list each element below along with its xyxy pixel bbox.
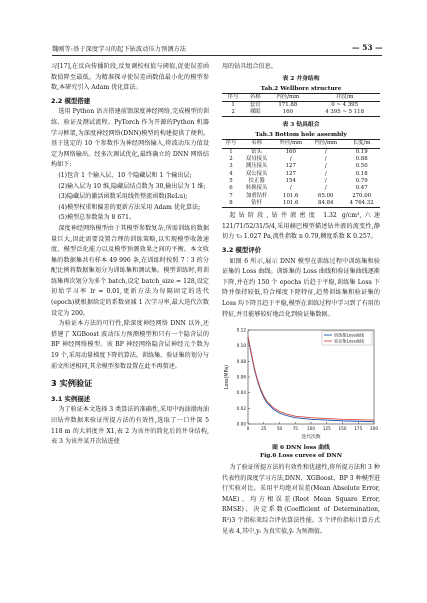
legend-label: 训练集Loss曲线 xyxy=(334,332,365,338)
table3-cell: 1 xyxy=(229,148,233,155)
y-axis-label: Loss(MPa) xyxy=(225,365,230,390)
table2-row xyxy=(222,101,380,109)
section-heading-3-1: 3.1 实例描述 xyxy=(51,394,91,403)
y-tick-label: 0.04 xyxy=(236,390,246,396)
table3-header-cell: 序号 xyxy=(222,140,240,148)
table3-cell: 65.00 xyxy=(318,192,334,199)
x-tick-label: 200 xyxy=(370,426,378,432)
table3-cell: 0.50 xyxy=(355,163,368,170)
table3-cell: 127 xyxy=(285,163,296,170)
table2-cell: 2 xyxy=(222,109,244,117)
table3-cell: 160 xyxy=(285,148,296,155)
section-heading-3: 3 实例验证 xyxy=(51,378,93,389)
table-wellbore-structure xyxy=(222,93,380,118)
table3-cell: / xyxy=(324,163,327,170)
list-item-2: (2)输入层为 10 维,隐藏层结点数为 30,输出层为 1 维; xyxy=(58,182,206,190)
table3-cell: 8 xyxy=(222,200,240,208)
table3-header-cell: 长度/m xyxy=(343,140,380,148)
table3-cell: 101.6 xyxy=(273,200,308,208)
table2-cell: 160 xyxy=(266,109,309,117)
table2-caption-en: Tab.2 Wellbore structure xyxy=(260,85,342,92)
loss-chart xyxy=(222,324,380,444)
table3-cell: 0.88 xyxy=(355,156,368,163)
table2-cell: 裸眼 xyxy=(244,109,266,117)
y-tick-label: 0.06 xyxy=(236,374,246,380)
table2-cell: 171.88 xyxy=(278,101,298,108)
table3-row xyxy=(222,148,380,156)
table2-cell: 1 xyxy=(231,101,235,108)
table3-row xyxy=(222,200,380,208)
page-header xyxy=(0,0,427,60)
right-column xyxy=(222,62,380,537)
y-tick-label: 0.08 xyxy=(236,358,246,364)
table3-cell: 2 xyxy=(229,156,233,163)
table2-caption-cn: 表 2 井身结构 xyxy=(282,75,320,82)
y-tick-label: 0.02 xyxy=(236,405,246,411)
list-item-3: (3)隐藏层的激活函数采用线性整流函数(ReLu); xyxy=(58,193,188,201)
paragraph-fluid-properties: 起钻阶段,钻井液密度 1.32 g/cm³,六速 121/71/52/31/5/4,采用赫巴模型描述钻井液的流变性,静切力 τ₀ 1.027 Pa,流性指数 n 0.79,稠度系数 K 0.257。 xyxy=(222,212,380,241)
section-heading-3-2: 3.2 模型评价 xyxy=(222,245,262,254)
table3-cell: 0.19 xyxy=(355,148,368,155)
left-column xyxy=(51,62,209,448)
table3-cell: / xyxy=(324,177,327,184)
table3-cell: 0.79 xyxy=(355,177,368,184)
x-tick-label: 25 xyxy=(261,426,267,432)
table2-header-cell: 内径/mm xyxy=(266,93,309,101)
table3-header-cell: 外径/mm xyxy=(273,140,308,148)
list-item-1: (1)包含 1 个输入层、10 个隐藏层和 1 个输出层; xyxy=(58,171,192,179)
table3-caption-cn: 表 3 钻具组合 xyxy=(282,122,320,129)
table3-header-cell: 内径/mm xyxy=(308,140,343,148)
table3-caption-en: Tab.3 Bottom hole assembly xyxy=(255,132,347,139)
series-line-train xyxy=(248,338,374,422)
table3-cell: 101.6 xyxy=(283,192,299,199)
list-item-4: (4)模型权重和偏差的更新方法采用 Adam 优化算法; xyxy=(58,203,201,211)
table3-cell: 3 xyxy=(229,163,233,170)
table3-cell: 270.00 xyxy=(352,192,372,199)
table3-cell: 154 xyxy=(285,177,296,184)
table3-cell: 127 xyxy=(285,170,296,177)
table2-header-cell: 名称 xyxy=(244,93,266,101)
paragraph-continued-right: 用的钻具组合信息。 xyxy=(222,63,277,70)
y-tick-label: 0.12 xyxy=(236,327,246,333)
table3-header-cell: 名称 xyxy=(240,140,273,148)
x-tick-label: 175 xyxy=(354,426,363,432)
y-tick-label: 0.00 xyxy=(236,421,246,427)
page-number-value: 53 xyxy=(362,43,373,52)
x-tick-label: 125 xyxy=(322,426,331,432)
table3-cell: / xyxy=(324,156,327,163)
x-tick-label: 150 xyxy=(338,426,347,432)
table3-row xyxy=(222,171,380,178)
table3-cell: 测压接头 xyxy=(245,163,268,170)
table3-cell: 加重钻杆 xyxy=(245,192,268,199)
figure-caption-en: Fig.6 Loss curves of DNN xyxy=(259,453,343,460)
table3-cell: / xyxy=(289,156,292,163)
table3-row xyxy=(222,163,380,170)
table3-cell: / xyxy=(289,185,292,192)
table3-cell: 4 xyxy=(229,170,233,177)
table3-cell: 0.18 xyxy=(355,170,368,177)
table3-cell: / xyxy=(324,148,327,155)
table3-cell: 5 xyxy=(229,177,233,184)
paragraph-comparison: 为了验证所提方法的有效性和优越性,将所提方法和 3 种代表性的深度学习方法,DNN、XGBoost、BP 3 种模型进行实验对比。采用平均绝对误差(Mean Absolute Error, MAE)、均方根误差(Root Mean Square Error, RMSE)、决定系数(Coefficient of Determination, R²)3 个指标来综合评估算法性能。3 个评价指标计算方式见表 4,其中,yᵢ 为真实值,ŷᵢ 为预测值。 xyxy=(222,464,380,535)
paragraph-baselines: 为验证本方法的可行性,除深度神经网络 DNN 以外,还搭建了 XGBoost 波动压力预测模型和只有一个隐含层的 BP 神经网络模型。该 BP 神经网络隐含层神经元个数为 19 个,采用动量梯度下降的算法。训练集、验证集的划分与前文所述相同,其余模型参数设置在此不再赘述。 xyxy=(51,320,209,370)
paragraph-case-description: 为了验证本文选择 3 类算法的准确性,采用中海油渤海油田钻井数据来验证所提方法的有效性,选取了一口井深 5 118 m 的大斜度井 X1,表 2 为该井的简化后的井身结构,表 3 为该井某开次钻进使 xyxy=(51,406,209,446)
table2-cell: 0 ~ 4 395 xyxy=(331,101,359,108)
table3-row xyxy=(222,193,380,200)
table3-cell: 转换接头 xyxy=(245,185,268,192)
table3-cell: / xyxy=(324,185,327,192)
x-tick-label: 100 xyxy=(307,426,315,432)
paragraph-model-build: 选用 Python 语言搭建前馈深度神经网络,完成模型的训练、验证及测试流程。PyTorch 作为开源的Python 机器学习框架,为深度神经网络(DNN)模型的构建提供了便利。基于选定的 10 个参数作为神经网络输入,将波动压力值设定为网络输出。经多次调试优化,最终确立的 DNN 网络结构如下: xyxy=(51,108,209,169)
series-line-validation xyxy=(248,336,374,420)
table3-cell: 双公接头 xyxy=(245,170,268,177)
table3-cell: 7 xyxy=(229,192,233,199)
table3-cell: 0.47 xyxy=(355,185,368,192)
table3-row xyxy=(222,185,380,192)
table3-cell: 84.84 xyxy=(308,200,343,208)
table3-cell: 4 764.32 xyxy=(343,200,380,208)
header-rule xyxy=(52,55,382,56)
paragraph-continued: 习[17],在反向传播阶段,反复调校权值与阈值,促使误差函数值降至最低。为精准探寻使误差函数值最小化的模型参数,本研究引入 Adam 优化算法。 xyxy=(51,63,209,92)
table3-cell: 钻杆 xyxy=(240,200,273,208)
list-item-5: (5)模型总参数量为 8 671。 xyxy=(58,214,136,222)
table3-cell: 6 xyxy=(229,185,233,192)
x-tick-label: 0 xyxy=(246,426,250,432)
table3-cell: 钻头 xyxy=(251,148,263,155)
x-tick-label: 50 xyxy=(276,426,283,432)
section-heading-2-2: 2.2 模型搭建 xyxy=(51,96,91,105)
legend-label: 验证集Loss曲线 xyxy=(334,338,365,344)
x-axis-label: 迭代次数 xyxy=(301,435,321,441)
table2-header-cell: 序号 xyxy=(222,93,244,101)
table2-row xyxy=(222,109,380,117)
loss-chart-svg xyxy=(222,324,380,444)
table3-cell: 扶正器 xyxy=(248,177,265,184)
page-number: — 53 — xyxy=(352,43,383,52)
table-bottom-hole-assembly xyxy=(222,139,380,208)
paragraph-loss-analysis: 如图 6 所示,展示 DNN 模型在训练过程中训练集和验证集的 Loss 曲线。训练集的 Loss 曲线和验证集曲线逐渐下降,并在约 150 个 epochs 后趋于平稳,训练集 Loss 下降并保持较低,符合梯度下降特征,趋势训练集和验证集的 Loss 均下降且趋于平稳,模型在训练过程中学习到了有用的特征,并且能够较好地泛化到验证集数据。 xyxy=(222,257,380,318)
x-tick-label: 75 xyxy=(292,426,298,432)
table2-cell: 4 395 ~ 5 118 xyxy=(309,109,380,117)
running-title: 魏刚等:基于深度学习的起下钻波动压力预测方法 xyxy=(52,46,187,53)
table2-cell: 套管 xyxy=(249,101,261,108)
table3-cell: / xyxy=(324,170,327,177)
paragraph-training: 深度神经网络模型由于其模型参数复杂,所需训练的数据量巨大,因此需要设置合理的训练策略,以实现模型收敛速度、模型泛化能力以及模型预测效果之间的平衡。本文收集的数据集共有样本 49 996 条,在训练时按照 7∶3 的分配比例将数据集划分为训练集和测试集。模型训练时,将训练集再次划分为多个 batch,设定 batch_size = 128,设定初始学习率 lr = 0.01,更新方法为每隔固定的迭代(epoch)就根据给定的系数衰减 1 次学习率,最大迭代次数设定为 200。 xyxy=(51,224,209,317)
y-tick-label: 0.10 xyxy=(236,343,246,349)
table2-header-cell: 井段/m xyxy=(309,93,380,101)
figure-caption-cn: 图 6 DNN loss 曲线 xyxy=(272,445,330,452)
table3-cell: 双母接头 xyxy=(245,156,268,163)
